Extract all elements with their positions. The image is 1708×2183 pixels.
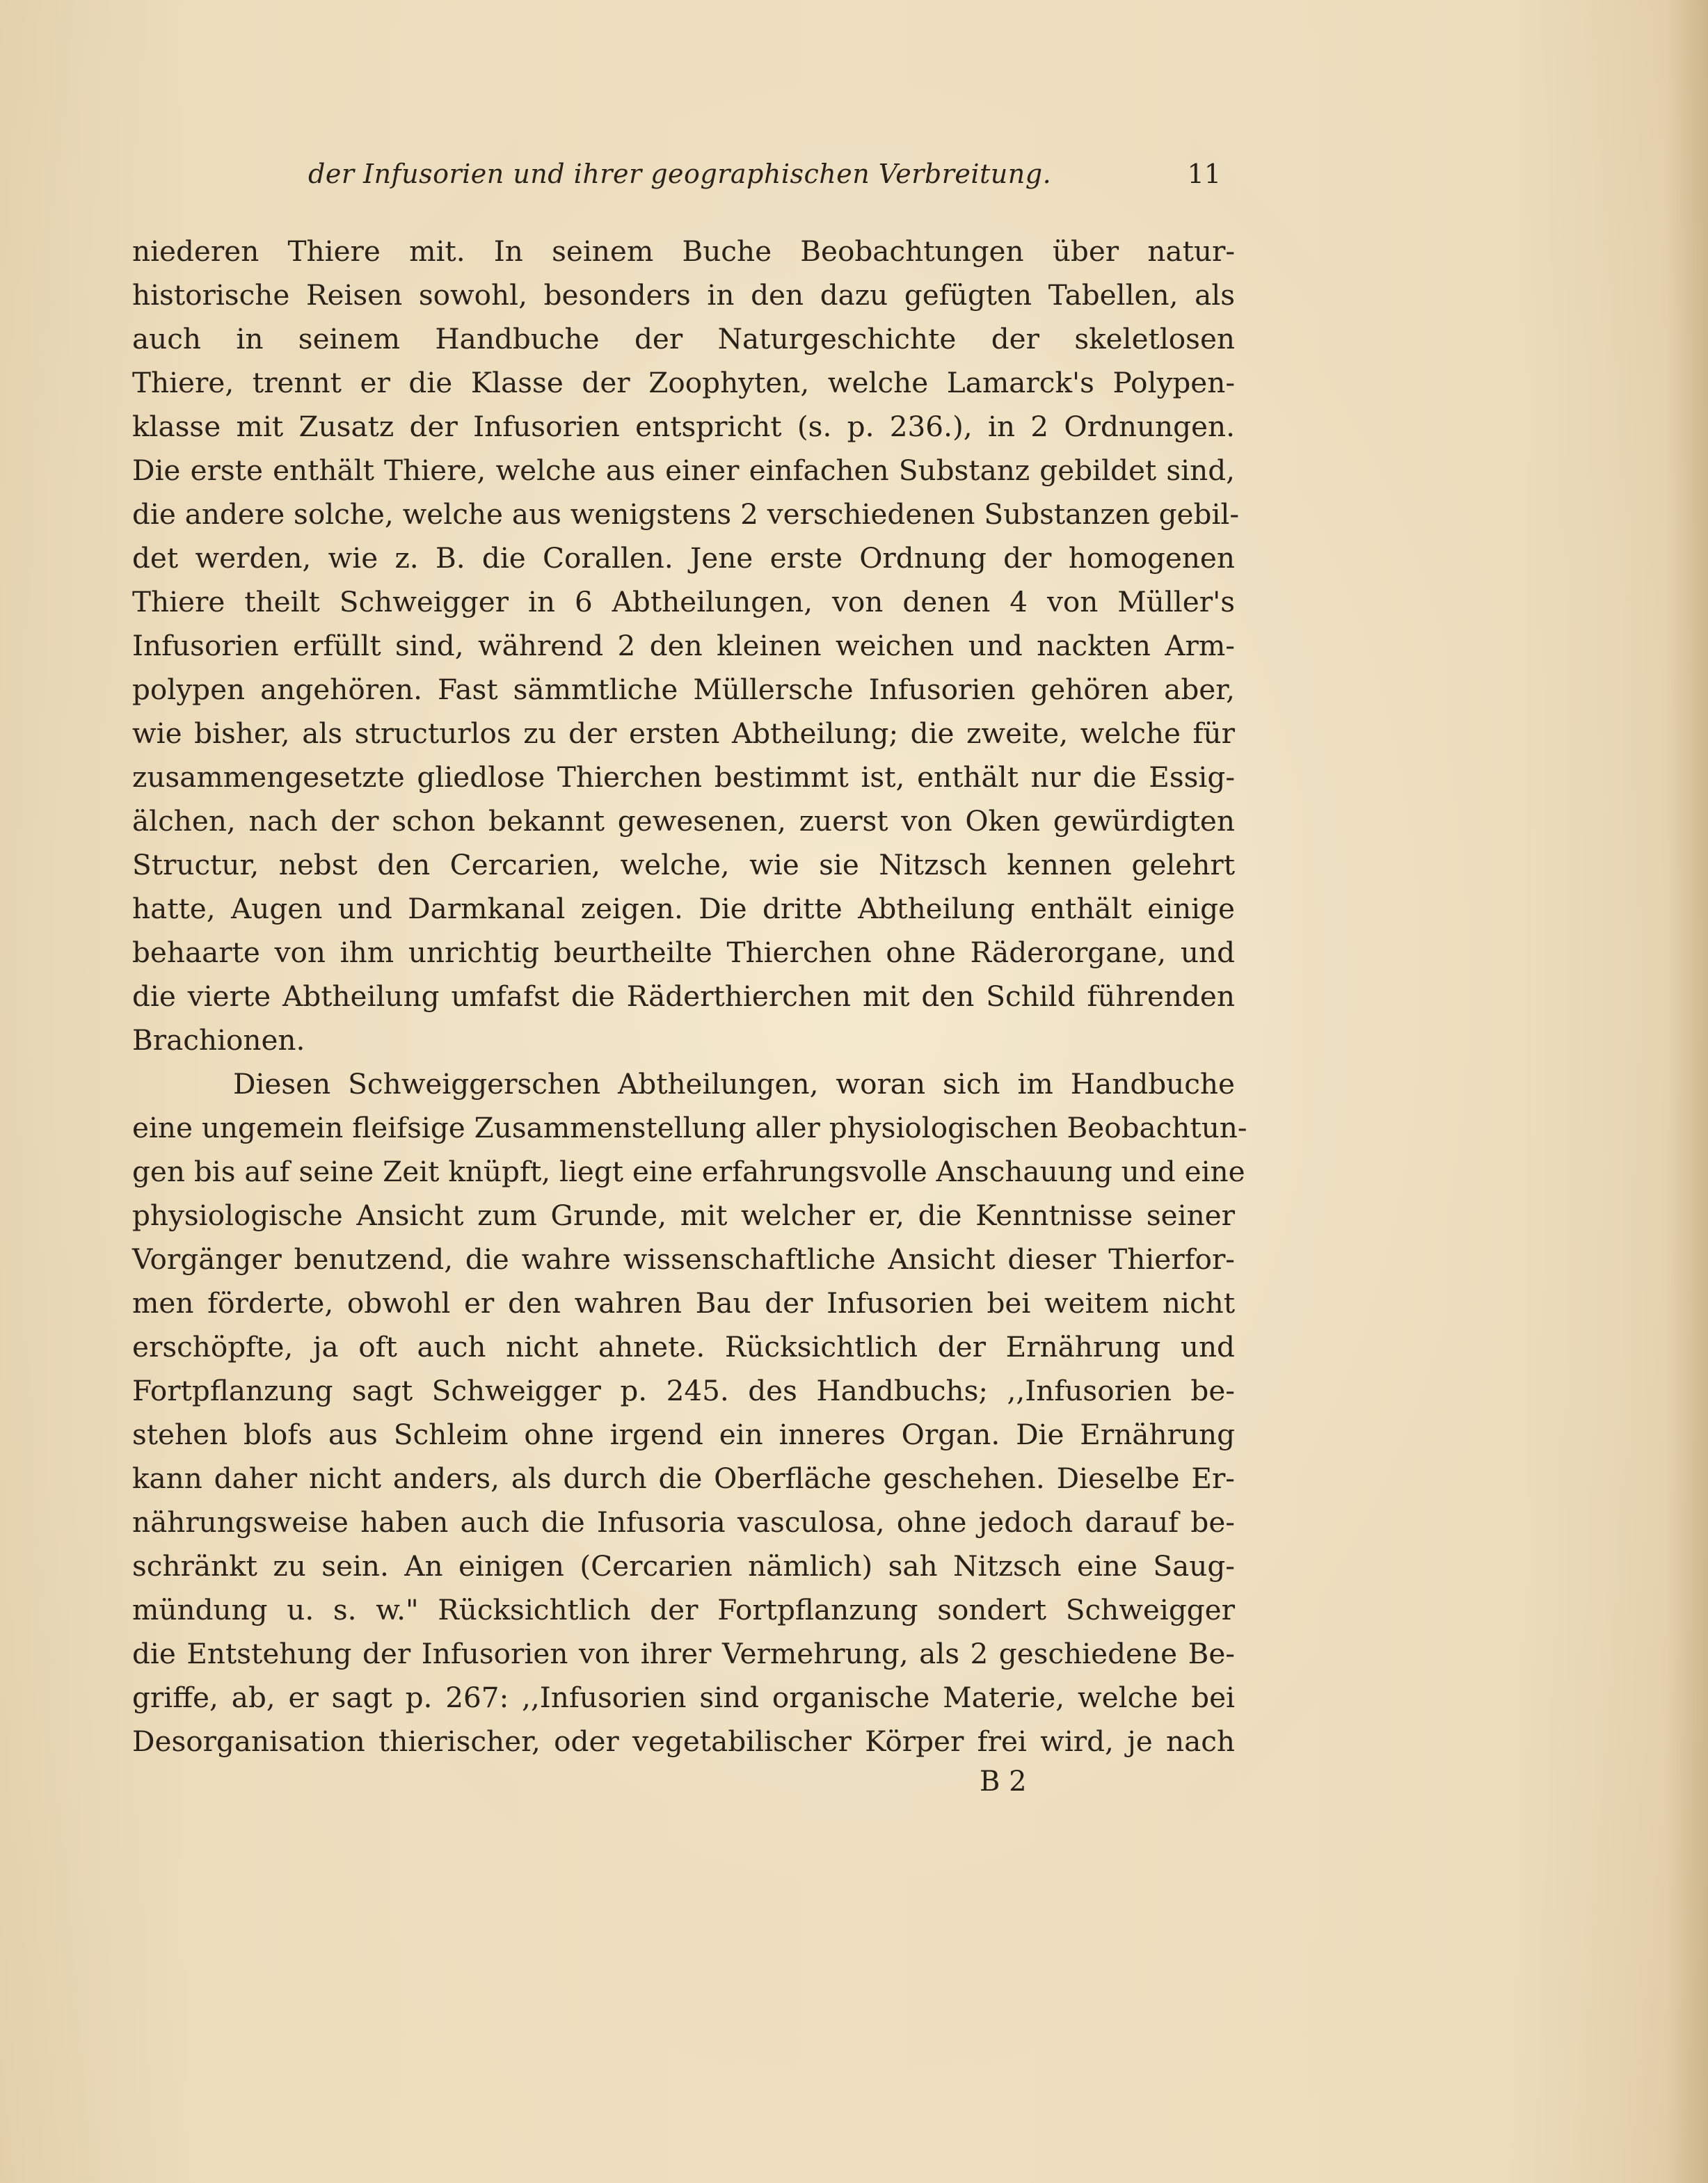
text-line: men förderte, obwohl er den wahren Bau der Infusorien bei weitem nicht xyxy=(132,1286,1235,1320)
text-line: Infusorien erfüllt sind, während 2 den kleinen weichen und nackten Arm- xyxy=(132,629,1235,662)
text-line: eine ungemein fleifsige Zusammenstellung aller physiologischen Beobachtun- xyxy=(132,1111,1247,1144)
text-line: zusammengesetzte gliedlose Thierchen bestimmt ist, enthält nur die Essig- xyxy=(132,760,1235,794)
text-line: kann daher nicht anders, als durch die Oberfläche geschehen. Dieselbe Er- xyxy=(132,1462,1235,1495)
text-line: die andere solche, welche aus wenigstens 2 verschiedenen Substanzen gebil- xyxy=(132,497,1240,531)
text-line: die vierte Abtheilung umfafst die Räderthierchen mit den Schild führenden xyxy=(132,979,1235,1013)
text-line: stehen blofs aus Schleim ohne irgend ein inneres Organ. Die Ernährung xyxy=(132,1418,1235,1451)
text-line: nährungsweise haben auch die Infusoria vasculosa, ohne jedoch darauf be- xyxy=(132,1505,1235,1539)
text-line: erschöpfte, ja oft auch nicht ahnete. Rücksichtlich der Ernährung und xyxy=(132,1330,1235,1364)
text-line: hatte, Augen und Darmkanal zeigen. Die dritte Abtheilung enthält einige xyxy=(132,892,1235,925)
text-line: wie bisher, als structurlos zu der ersten Abtheilung; die zweite, welche für xyxy=(132,717,1235,750)
text-line: mündung u. s. w." Rücksichtlich der Fortpflanzung sondert Schweigger xyxy=(132,1593,1235,1626)
text-line: det werden, wie z. B. die Corallen. Jene erste Ordnung der homogenen xyxy=(132,541,1235,575)
paragraph-start-line: Diesen Schweiggerschen Abtheilungen, woran sich im Handbuche xyxy=(233,1067,1235,1101)
page-edge-shadow xyxy=(1666,0,1708,2183)
text-line: Die erste enthält Thiere, welche aus einer einfachen Substanz gebildet sind, xyxy=(132,454,1235,487)
text-line: älchen, nach der schon bekannt gewesenen, zuerst von Oken gewürdigten xyxy=(132,804,1235,838)
text-line: klasse mit Zusatz der Infusorien entspricht (s. p. 236.), in 2 Ordnungen. xyxy=(132,410,1235,443)
text-line: griffe, ab, er sagt p. 267: ,,Infusorien sind organische Materie, welche bei xyxy=(132,1681,1235,1714)
page-header xyxy=(132,159,1235,200)
text-line: Desorganisation thierischer, oder vegetabilischer Körper frei wird, je nach xyxy=(132,1725,1235,1758)
text-line: die Entstehung der Infusorien von ihrer Vermehrung, als 2 geschiedene Be- xyxy=(132,1637,1235,1670)
text-line: Vorgänger benutzend, die wahre wissenschaftliche Ansicht dieser Thierfor- xyxy=(132,1242,1235,1276)
text-line: niederen Thiere mit. In seinem Buche Beobachtungen über natur- xyxy=(132,234,1235,268)
text-line: schränkt zu sein. An einigen (Cercarien nämlich) sah Nitzsch eine Saug- xyxy=(132,1549,1235,1583)
text-line: gen bis auf seine Zeit knüpft, liegt eine erfahrungsvolle Anschauung und eine xyxy=(132,1155,1245,1188)
running-title: der Infusorien und ihrer geographischen Verbreitung. xyxy=(308,159,1052,189)
text-line: auch in seinem Handbuche der Naturgeschichte der skeletlosen xyxy=(132,322,1235,355)
text-line: physiologische Ansicht zum Grunde, mit welcher er, die Kenntnisse seiner xyxy=(132,1199,1235,1232)
text-line: Fortpflanzung sagt Schweigger p. 245. des Handbuchs; ,,Infusorien be- xyxy=(132,1374,1235,1407)
body-text xyxy=(132,230,1247,1764)
text-line: polypen angehören. Fast sämmtliche Müllersche Infusorien gehören aber, xyxy=(132,673,1235,706)
text-line: Structur, nebst den Cercarien, welche, wie sie Nitzsch kennen gelehrt xyxy=(132,848,1235,881)
text-line: Thiere, trennt er die Klasse der Zoophyten, welche Lamarck's Polypen- xyxy=(132,366,1235,399)
text-line: Thiere theilt Schweigger in 6 Abtheilungen, von denen 4 von Müller's xyxy=(132,585,1235,618)
text-line: behaarte von ihm unrichtig beurtheilte Thierchen ohne Räderorgane, und xyxy=(132,936,1235,969)
page-number: 11 xyxy=(1187,159,1221,189)
text-line: historische Reisen sowohl, besonders in den dazu gefügten Tabellen, als xyxy=(132,278,1235,312)
paragraph-end-line: Brachionen. xyxy=(132,1023,305,1057)
signature-mark: B 2 xyxy=(980,1766,1027,1798)
